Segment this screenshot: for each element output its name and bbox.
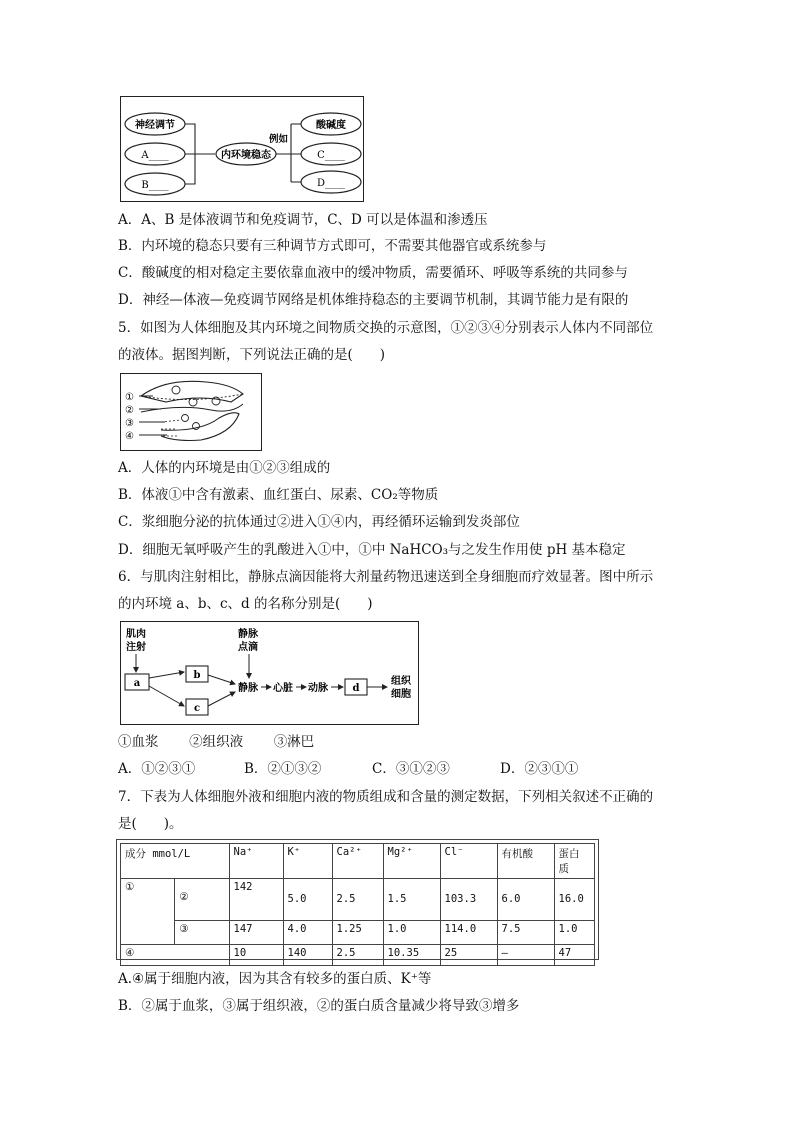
q5-stem-2: 的液体。据图判断，下列说法正确的是( ) xyxy=(118,347,386,363)
header-cell: Cl⁻ xyxy=(440,844,497,879)
header-cell: Na⁺ xyxy=(229,844,283,879)
artery-label: 动脉 xyxy=(308,683,328,694)
q7-stem-1: 7．下表为人体细胞外液和细胞内液的物质组成和含量的测定数据，下列相关叙述不正确的 xyxy=(118,789,654,805)
q6-option-d: D．②③①① xyxy=(500,761,579,777)
q4-option-b: B．内环境的稳态只要有三种调节方式即可，不需要其他器官或系统参与 xyxy=(118,238,547,254)
table-cell: 103.3 xyxy=(440,879,497,921)
q6-option-c: C．③①②③ xyxy=(372,761,450,777)
table-cell: 47 xyxy=(554,945,594,966)
acid-label: 酸碱度 xyxy=(316,120,346,131)
q5-option-d: D．细胞无氧呼吸产生的乳酸进入①中，①中 NaHCO₃与之发生作用使 pH 基本稳定 xyxy=(118,542,626,558)
header-cell: Mg²⁺ xyxy=(383,844,440,879)
q6-option-a: A．①②③① xyxy=(118,761,196,777)
iv-label-1: 静脉 xyxy=(238,629,258,640)
table-row xyxy=(121,921,595,945)
table-cell: 5.0 xyxy=(283,879,332,921)
table-cell: 1.25 xyxy=(332,921,383,945)
header-cell: Ca²⁺ xyxy=(332,844,383,879)
header-cell: 成分 mmol/L xyxy=(121,844,230,879)
figure-drug-delivery xyxy=(120,621,419,725)
table-cell: — xyxy=(497,945,554,966)
table-cell: 25 xyxy=(440,945,497,966)
header-cell: K⁺ xyxy=(283,844,332,879)
box-a: a xyxy=(133,678,141,689)
q6-stem-1: 6．与肌肉注射相比，静脉点滴因能将大剂量药物迅速送到全身细胞而疗效显著。图中所示 xyxy=(118,569,654,585)
q5-option-c: C．浆细胞分泌的抗体通过②进入①④内，再经循环运输到发炎部位 xyxy=(118,514,520,530)
q7-option-b: B．②属于血浆，③属于组织液，②的蛋白质含量减少将导致③增多 xyxy=(118,998,520,1014)
header-cell: 有机酸 xyxy=(497,844,554,879)
table-cell: 142 xyxy=(229,879,283,921)
center-label: 内环境稳态 xyxy=(221,150,271,161)
table-cell: 2.5 xyxy=(332,945,383,966)
q6-stem-2: 的内环境 a、b、c、d 的名称分别是( ) xyxy=(118,596,373,612)
table-cell: ② xyxy=(175,879,229,921)
q5-option-a: A．人体的内环境是由①②③组成的 xyxy=(118,460,331,476)
q6-options xyxy=(118,759,578,779)
fluid-composition-table xyxy=(120,843,595,966)
a-label: A____ xyxy=(141,150,169,161)
table-cell: ③ xyxy=(175,921,229,945)
fluid-label-1: ① xyxy=(125,392,134,403)
header-cell: 蛋白质 xyxy=(554,844,594,879)
table-cell: 1.5 xyxy=(383,879,440,921)
q4-option-c: C．酸碱度的相对稳定主要依靠血液中的缓冲物质，需要循环、呼吸等系统的共同参与 xyxy=(118,265,628,281)
q6-option-b: B．②①③② xyxy=(244,761,322,777)
drug-delivery-diagram xyxy=(121,622,418,724)
q6-legend xyxy=(118,732,314,752)
table-cell: ① xyxy=(121,879,175,945)
table-cell: ④ xyxy=(121,945,230,966)
heart-label: 心脏 xyxy=(273,683,293,694)
q4-option-a: A．A、B 是体液调节和免疫调节，C、D 可以是体温和渗透压 xyxy=(118,212,488,228)
homeostasis-diagram xyxy=(121,97,363,201)
example-label: 例如 xyxy=(269,134,289,145)
table-cell: 114.0 xyxy=(440,921,497,945)
neural-label: 神经调节 xyxy=(135,120,175,131)
tissue-label-2: 细胞 xyxy=(391,689,411,700)
fluid-label-2: ② xyxy=(125,405,134,416)
box-c: c xyxy=(193,703,201,714)
table-row xyxy=(121,879,595,921)
figure-body-fluids xyxy=(120,373,262,451)
fluid-label-3: ③ xyxy=(125,418,134,429)
c-label: C____ xyxy=(317,150,345,161)
table-cell: 140 xyxy=(283,945,332,966)
b-label: B____ xyxy=(141,180,169,191)
figure-homeostasis xyxy=(120,96,364,202)
tissue-label-1: 组织 xyxy=(391,676,411,687)
legend-plasma: ①血浆 xyxy=(118,734,159,750)
muscle-label-2: 注射 xyxy=(126,642,146,653)
table-cell: 2.5 xyxy=(332,879,383,921)
table-cell: 10.35 xyxy=(383,945,440,966)
table-cell: 147 xyxy=(229,921,283,945)
box-d: d xyxy=(352,683,360,694)
table-cell: 1.0 xyxy=(383,921,440,945)
body-fluid-diagram xyxy=(121,374,261,450)
muscle-label-1: 肌肉 xyxy=(126,629,146,640)
q7-stem-2: 是( )。 xyxy=(118,816,183,832)
vein-label: 静脉 xyxy=(238,683,258,694)
q7-option-a: A.④属于细胞内液，因为其含有较多的蛋白质、K⁺等 xyxy=(118,971,432,987)
legend-lymph: ③淋巴 xyxy=(273,734,315,750)
iv-label-2: 点滴 xyxy=(238,642,258,653)
d-label: D____ xyxy=(316,178,346,189)
box-b: b xyxy=(193,670,201,681)
q5-stem-1: 5．如图为人体细胞及其内环境之间物质交换的示意图，①②③④分别表示人体内不同部位 xyxy=(118,320,654,336)
table-cell: 1.0 xyxy=(554,921,594,945)
table-cell: 7.5 xyxy=(497,921,554,945)
table-header-row xyxy=(121,844,595,879)
table-cell: 10 xyxy=(229,945,283,966)
legend-tissue-fluid: ②组织液 xyxy=(189,734,244,750)
fluid-label-4: ④ xyxy=(125,431,134,442)
table-cell: 16.0 xyxy=(554,879,594,921)
table-row xyxy=(121,945,595,966)
q5-option-b: B．体液①中含有激素、血红蛋白、尿素、CO₂等物质 xyxy=(118,487,439,503)
table-cell: 6.0 xyxy=(497,879,554,921)
q4-option-d: D．神经—体液—免疫调节网络是机体维持稳态的主要调节机制，其调节能力是有限的 xyxy=(118,292,629,308)
table-cell: 4.0 xyxy=(283,921,332,945)
